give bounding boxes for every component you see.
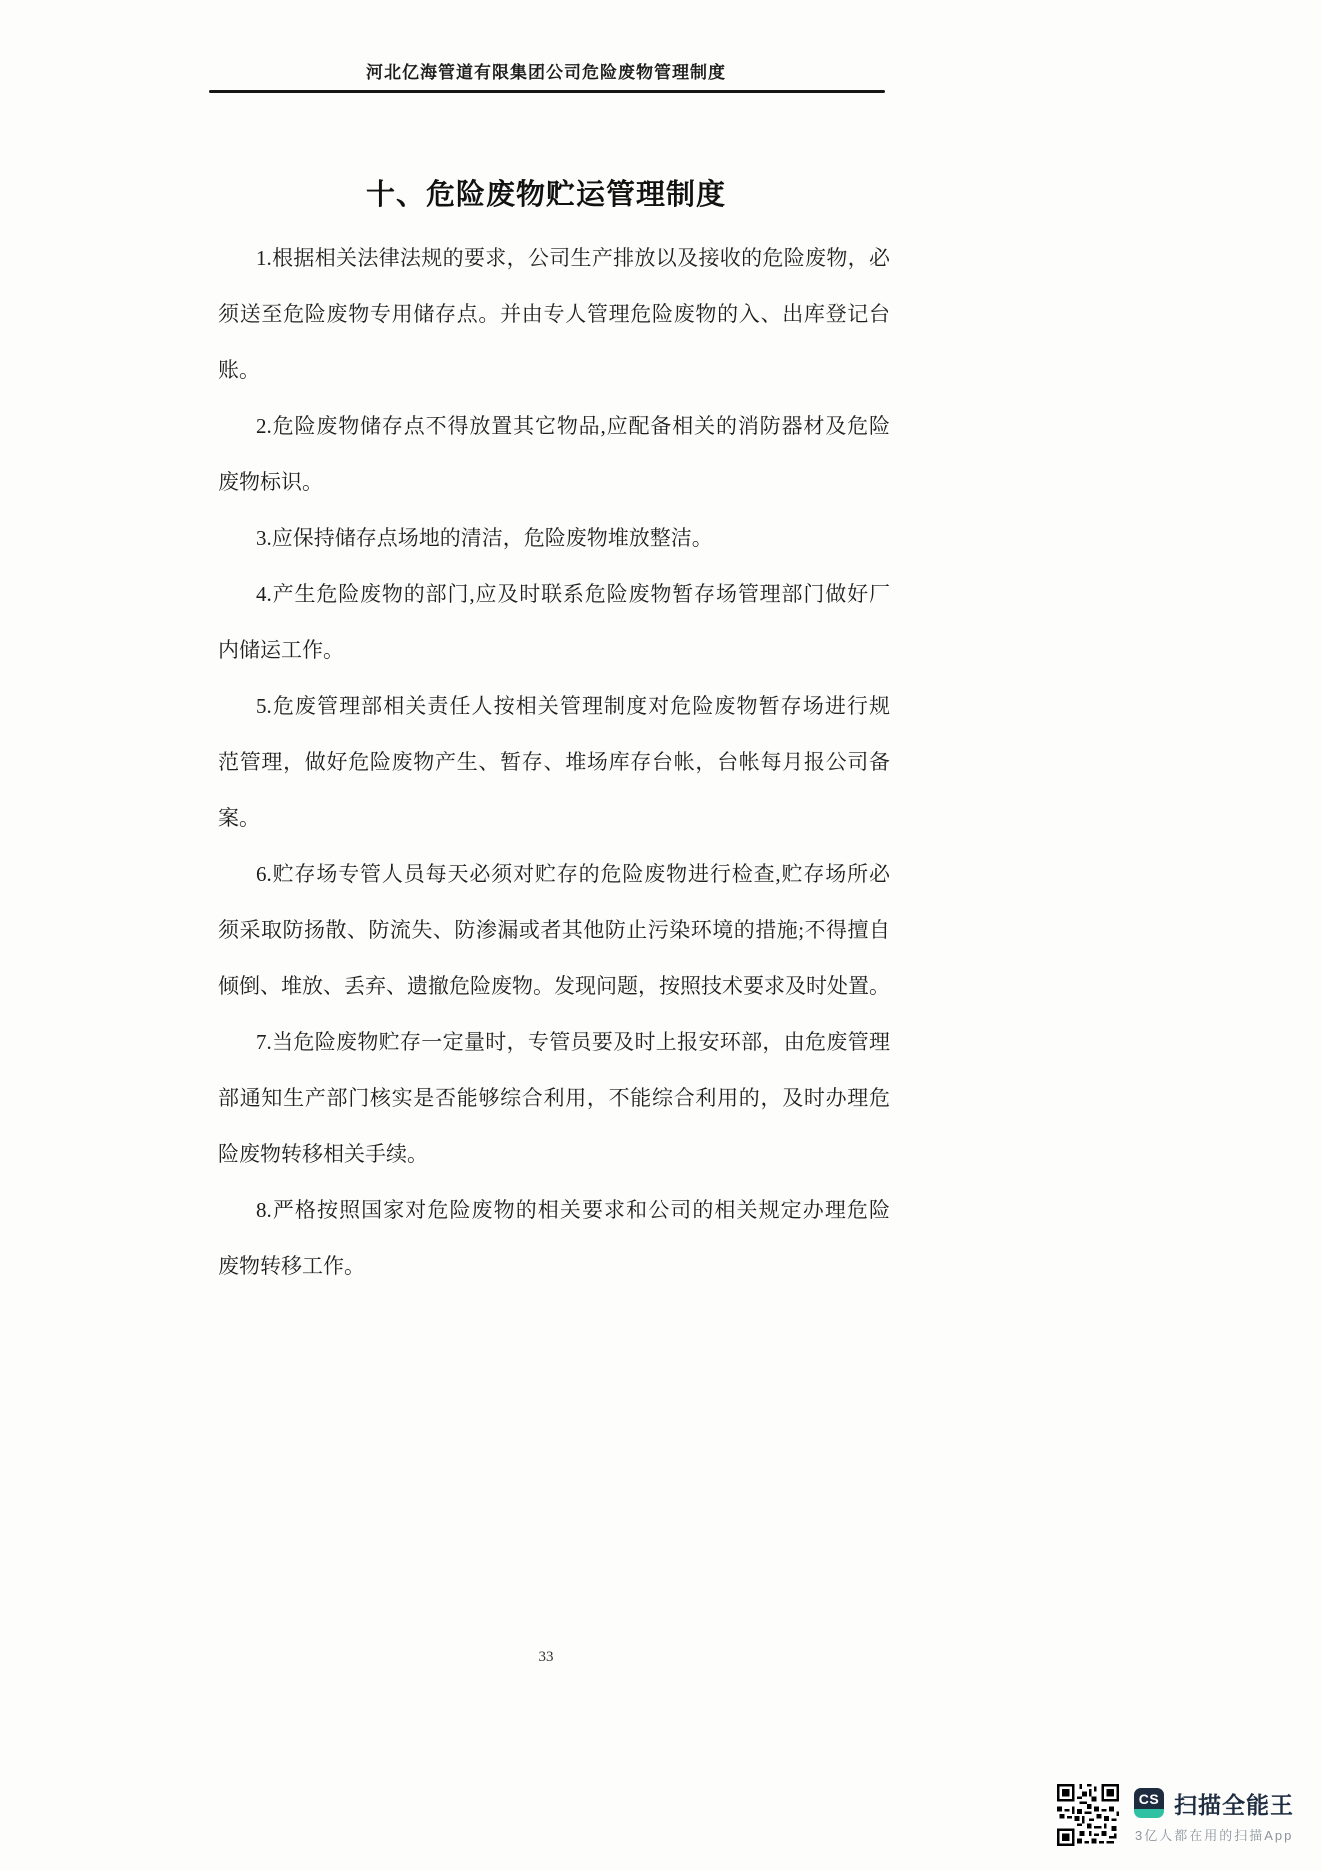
document-line: 内储运工作。 xyxy=(218,638,344,662)
camscanner-logo xyxy=(1134,1788,1164,1818)
camscanner-brand-name: 扫描全能王 xyxy=(1174,1792,1294,1818)
document-line: 1.根据相关法律法规的要求，公司生产排放以及接收的危险废物，必 xyxy=(256,246,890,270)
document-line: 废物标识。 xyxy=(218,470,323,494)
document-line: 3.应保持储存点场地的清洁，危险废物堆放整洁。 xyxy=(256,526,713,550)
document-title: 十、危险废物贮运管理制度 xyxy=(365,179,726,211)
document-line: 7.当危险废物贮存一定量时，专管员要及时上报安环部，由危废管理 xyxy=(256,1030,890,1054)
document-line: 须送至危险废物专用储存点。并由专人管理危险废物的入、出库登记台 xyxy=(218,302,890,326)
document-line: 5.危废管理部相关责任人按相关管理制度对危险废物暂存场进行规 xyxy=(256,694,890,718)
document-body xyxy=(218,230,890,1294)
document-line: 6.贮存场专管人员每天必须对贮存的危险废物进行检查,贮存场所必 xyxy=(256,862,890,886)
document-line: 部通知生产部门核实是否能够综合利用，不能综合利用的，及时办理危 xyxy=(218,1086,890,1110)
document-line: 账。 xyxy=(218,358,260,382)
document-line: 2.危险废物储存点不得放置其它物品,应配备相关的消防器材及危险 xyxy=(256,414,890,438)
header-rule xyxy=(209,90,885,93)
document-line: 4.产生危险废物的部门,应及时联系危险废物暂存场管理部门做好厂 xyxy=(256,582,890,606)
camscanner-tagline: 3亿人都在用的扫描App xyxy=(1135,1828,1294,1843)
header-title: 河北亿海管道有限集团公司危险废物管理制度 xyxy=(366,63,726,82)
document-line: 废物转移工作。 xyxy=(218,1254,365,1278)
document-line: 范管理，做好危险废物产生、暂存、堆场库存台帐，台帐每月报公司备 xyxy=(218,750,890,774)
document-line: 倾倒、堆放、丢弃、遗撤危险废物。发现问题，按照技术要求及时处置。 xyxy=(218,974,890,998)
document-line: 须采取防扬散、防流失、防渗漏或者其他防止污染环境的措施;不得擅自 xyxy=(218,918,890,942)
page-number: 33 xyxy=(538,1649,554,1665)
document-line: 险废物转移相关手续。 xyxy=(218,1142,428,1166)
document-line: 8.严格按照国家对危险废物的相关要求和公司的相关规定办理危险 xyxy=(256,1198,890,1222)
camscanner-logo-initials: CS xyxy=(1138,1791,1160,1807)
qr-code-icon xyxy=(1057,1784,1119,1846)
document-line: 案。 xyxy=(218,806,260,830)
